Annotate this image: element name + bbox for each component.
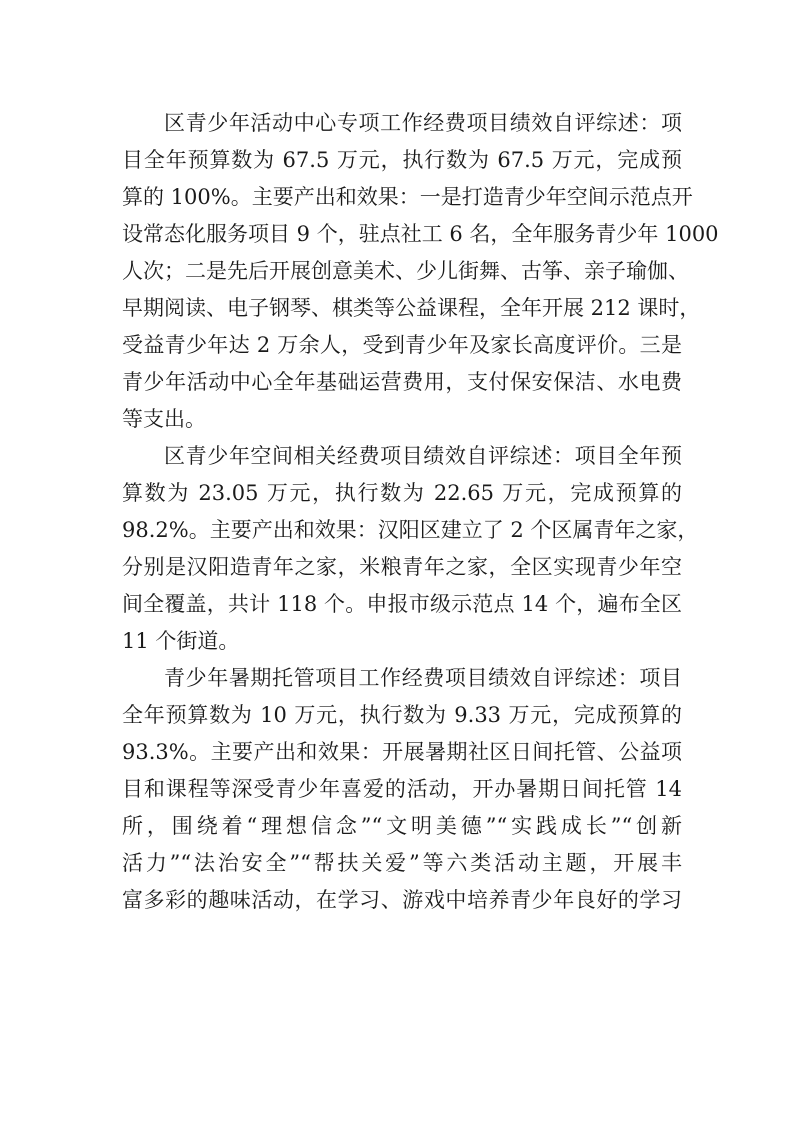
text-line: 11 个街道。	[122, 629, 240, 653]
paragraph-youth-center-funding	[122, 105, 719, 438]
text-line: 等支出。	[122, 407, 206, 431]
text-line: 人次；二是先后开展创意美术、少儿街舞、古筝、亲子瑜伽、	[122, 259, 689, 283]
text-line: 区青少年活动中心专项工作经费项目绩效自评综述：项	[164, 111, 682, 135]
text-line: 98.2%。主要产出和效果：汉阳区建立了 2 个区属青年之家，	[122, 518, 699, 542]
text-line: 所，围绕着“理想信念”“文明美德”“实践成长”“创新	[122, 814, 682, 838]
text-line: 目和课程等深受青少年喜爱的活动，开办暑期日间托管 14	[122, 777, 682, 801]
text-line: 算数为 23.05 万元，执行数为 22.65 万元，完成预算的	[122, 481, 682, 505]
text-line: 早期阅读、电子钢琴、棋类等公益课程，全年开展 212 课时，	[122, 296, 701, 320]
text-line: 区青少年空间相关经费项目绩效自评综述：项目全年预	[164, 444, 682, 468]
text-line: 全年预算数为 10 万元，执行数为 9.33 万元，完成预算的	[122, 703, 682, 727]
paragraph-youth-space-funding	[122, 438, 699, 660]
text-line: 青少年活动中心全年基础运营费用，支付保安保洁、水电费	[122, 370, 682, 394]
text-line: 间全覆盖，共计 118 个。申报市级示范点 14 个，遍布全区	[122, 592, 682, 616]
text-line: 算的 100%。主要产出和效果：一是打造青少年空间示范点开	[122, 185, 693, 209]
document-body	[122, 105, 719, 919]
paragraph-summer-care-funding	[122, 660, 682, 919]
text-line: 93.3%。主要产出和效果：开展暑期社区日间托管、公益项	[122, 740, 682, 764]
text-line: 富多彩的趣味活动，在学习、游戏中培养青少年良好的学习	[122, 888, 682, 912]
text-line: 受益青少年达 2 万余人，受到青少年及家长高度评价。三是	[122, 333, 682, 357]
text-line: 青少年暑期托管项目工作经费项目绩效自评综述：项目	[164, 666, 682, 690]
text-line: 分别是汉阳造青年之家，米粮青年之家，全区实现青少年空	[122, 555, 682, 579]
text-line: 目全年预算数为 67.5 万元，执行数为 67.5 万元，完成预	[122, 148, 682, 172]
text-line: 设常态化服务项目 9 个，驻点社工 6 名，全年服务青少年 1000	[122, 222, 719, 246]
text-line: 活力”“法治安全”“帮扶关爱”等六类活动主题，开展丰	[122, 851, 682, 875]
